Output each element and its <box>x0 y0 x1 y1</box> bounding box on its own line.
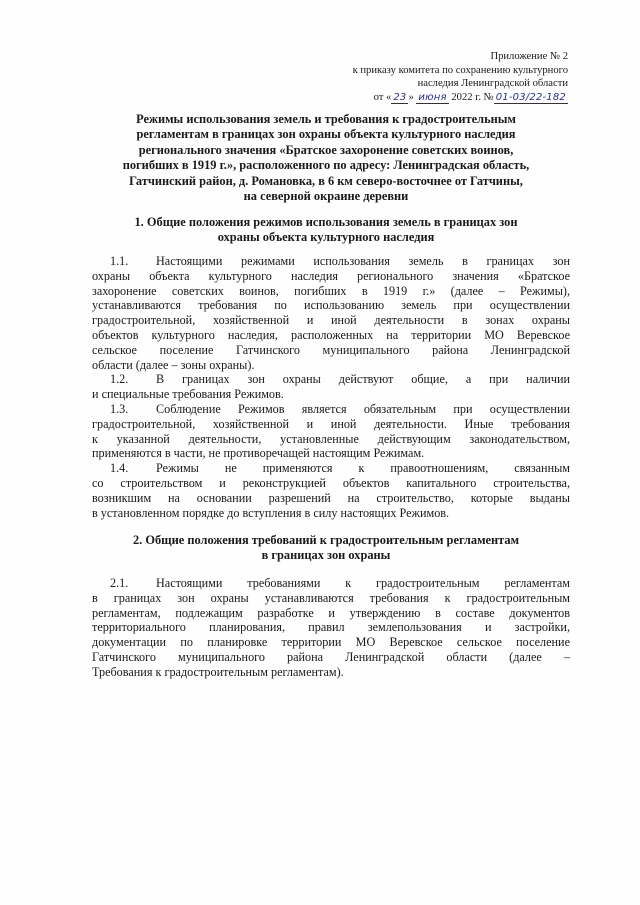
order-date-line: от « 23 » июня 2022 г. № 01-03/22-182 <box>373 91 566 103</box>
handwritten-day: 23 <box>393 91 407 103</box>
section-1-body: 1.1. Настоящими режимами использования земель в границах зон охраны объекта культурного наследия регионального значения «Братское захоронение советских воинов, погибших в 1919 г.» (далее – Режимы), устанавливаются требования по использованию земель при осуществлении градостроительной, хозяйственной и иной деятельности в зонах охраны объектов культурного наследия, расположенных на территории МО Веревское сельское поселение Гатчинского муниципального района Ленинградской области (далее – зоны охраны). 1.2. В границах зон охраны действуют общие, а при наличии и специальные требования Режимов. 1.3. Соблюдение Режимов является обязательным при осуществлении градостроительной, хозяйственной и иной деятельности. Иные требования к указанной деятельности, установленные действующим законодательством, применяются в части, не противоречащей настоящим Режимам. 1.4. Режимы не применяются к правоотношениям, связанным со строительством и реконструкцией объектов капитального строительства, возникшим на основании разрешений на строительство, которые выданы в установленном порядке до вступления в силу настоящих Режимов. <box>92 254 570 520</box>
attachment-number: Приложение № 2 <box>490 51 568 62</box>
paragraph-1-1-line: 1.1. Настоящими режимами использования земель в границах зон <box>110 254 570 268</box>
paragraph-2-1-line: 2.1. Настоящими требованиями к градостроительным регламентам <box>110 576 570 590</box>
attachment-header <box>268 50 568 104</box>
handwritten-month: июня <box>418 91 447 103</box>
document-title: Режимы использования земель и требования к градостроительным регламентам в границах зон охраны объекта культурного наследия регионального значения «Братское захоронение советских воинов, погибших в 1919 г.», расположенного по адресу: Ленинградская область, Гатчинский район, д. Романовка, в 6 км северо-восточнее от Гатчины, на северной окраине деревни <box>122 112 530 204</box>
paragraph-1-2-line: 1.2. В границах зон охраны действуют общие, а при наличии <box>110 372 570 387</box>
section-2-body: 2.1. Настоящими требованиями к градостроительным регламентам в границах зон охраны устанавливаются требования к градостроительным регламентам, подлежащим разработке и утверждению в составе документов территориального планирования, правил землепользования и застройки, документации по планировке территории МО Веревское сельское поселение Гатчинского муниципального района Ленинградской области (далее – Требования к градостроительным регламентам). <box>92 576 570 679</box>
paragraph-1-4-line: 1.4. Режимы не применяются к правоотношениям, связанным <box>110 461 570 476</box>
paragraph-1-3-line: 1.3. Соблюдение Режимов является обязательным при осуществлении <box>110 401 570 416</box>
handwritten-order-number: 01-03/22-182 <box>495 91 566 103</box>
committee-name: наследия Ленинградской области <box>417 78 568 90</box>
section-2-title: 2. Общие положения требований к градостроительным регламентам в границах зон охраны <box>132 533 520 563</box>
order-reference: к приказу комитета по сохранению культурного <box>352 64 568 76</box>
section-1-title: 1. Общие положения режимов использования земель в границах зон охраны объекта культурного наследия <box>134 215 518 245</box>
